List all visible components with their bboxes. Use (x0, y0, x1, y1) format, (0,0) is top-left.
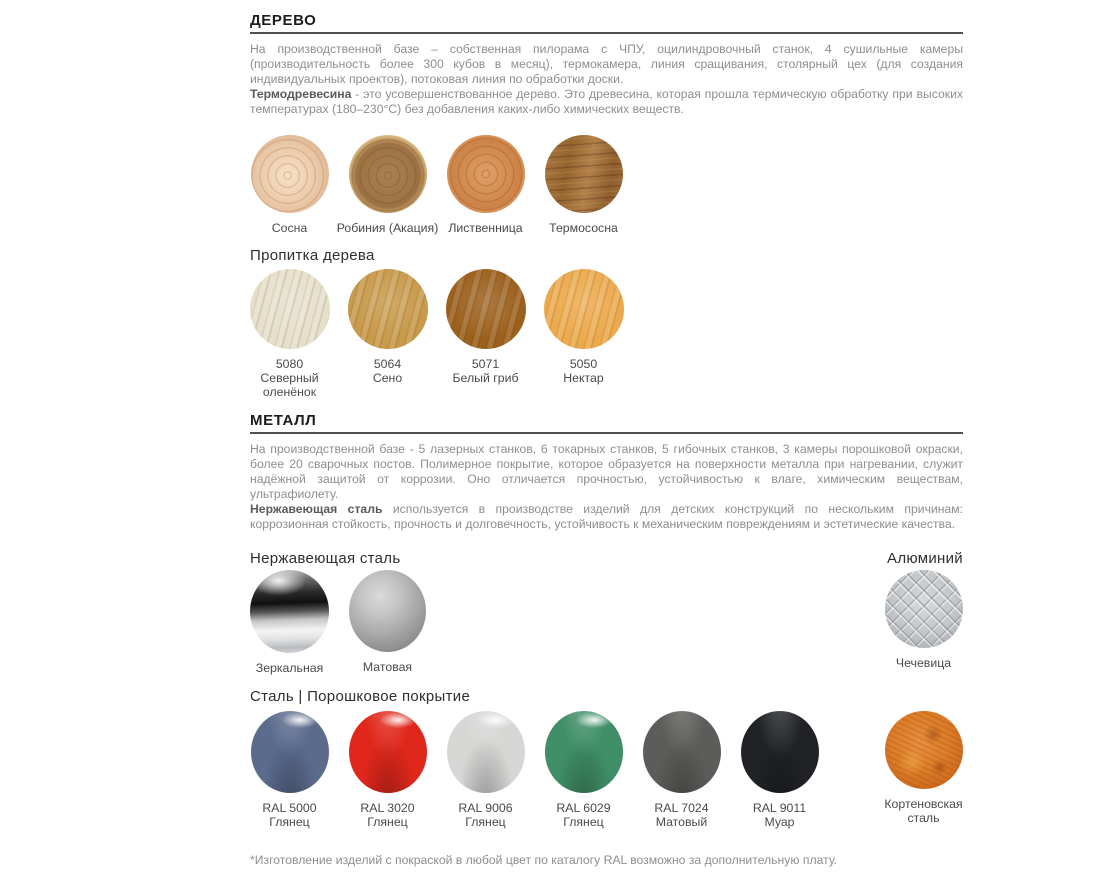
swatch-finish: Глянец (465, 815, 506, 829)
swatch-label: Матовая (362, 660, 413, 674)
swatch-label: Нектар (563, 371, 604, 385)
metal-intro-paragraph (250, 442, 963, 502)
thermopine-wood-image (545, 135, 623, 213)
wood-swatch-thermopine (544, 135, 623, 235)
stainless-swatch-mirror (250, 570, 329, 675)
swatch-code: RAL 5000 (262, 801, 317, 815)
larch-wood-image (447, 135, 525, 213)
swatch-code: RAL 9006 (458, 801, 513, 815)
corten-steel-image (885, 711, 963, 789)
ral-9011-image (741, 711, 819, 793)
swatch-finish: Глянец (367, 815, 408, 829)
pine-wood-image (251, 135, 329, 213)
impregnation-5071-image (446, 269, 526, 349)
stainless-title: Нержавеющая сталь (250, 550, 401, 567)
metal-subheadings-row (250, 551, 963, 566)
swatch-finish: Муар (764, 815, 795, 829)
stainless-term: Нержавеющая сталь (250, 502, 383, 516)
corten-steel-swatch (884, 711, 963, 825)
wood-thermo-paragraph (250, 87, 963, 117)
ral-9006-image (447, 711, 525, 793)
ral-7024-swatch (642, 711, 721, 829)
metal-intro-text: На производственной базе - 5 лазерных станков, 6 токарных станков, 5 гибочных станков, 3 камеры порошковой окраски, более 20 сварочных постов. Полимерное покрытие, которое образуется на поверхности металла при нагревании, служит надёжной защитой от коррозии. Оно отличается прочностью, устойчивостью к влаге, химическим веществам, ультрафиолету. (250, 442, 963, 501)
aluminum-swatch-lentil (884, 570, 963, 670)
ral-9006-swatch (446, 711, 525, 829)
ral-footnote: *Изготовление изделий с покраской в любой цвет по каталогу RAL возможно за дополнительную плату. (250, 853, 838, 867)
swatch-finish: Матовый (655, 815, 708, 829)
ral-5000-image (251, 711, 329, 793)
ral-9011-swatch (740, 711, 819, 829)
metal-section (250, 413, 963, 829)
wood-thermo-term: Термодревесина (250, 87, 352, 101)
swatch-label: Робиния (Акация) (336, 221, 439, 235)
stainless-row (250, 570, 963, 675)
swatch-finish: Глянец (269, 815, 310, 829)
swatch-label: Сосна (271, 221, 308, 235)
wood-swatch-pine (250, 135, 329, 235)
matte-steel-image (349, 570, 426, 652)
metal-section-title: МЕТАЛЛ (250, 413, 963, 434)
impregnation-swatch-5064 (348, 269, 427, 385)
wood-section-title: ДЕРЕВО (250, 13, 963, 34)
wood-swatch-robinia (336, 135, 439, 235)
swatch-label: Зеркальная (255, 661, 324, 675)
stainless-swatch-matte (348, 570, 427, 674)
impregnation-row (250, 269, 963, 399)
wood-thermo-text: - это усовершенствованное дерево. Это древесина, которая прошла термическую обработку при высоких температурах (180–230°C) без добавления каких-либо химических веществ. (250, 87, 963, 116)
wood-species-row (250, 135, 963, 235)
ral-6029-image (545, 711, 623, 793)
diamond-plate-image (885, 570, 963, 648)
robinia-wood-image (349, 135, 427, 213)
swatch-label: Сено (372, 371, 403, 385)
powder-coating-row (250, 711, 963, 829)
wood-intro-text: На производственной базе – собственная пилорама с ЧПУ, оцилиндровочный станок, 4 сушильные камеры (производительность более 300 кубов в месяц), термокамера, линия сращивания, столярный цех (для создания индивидуальных проектов), потоковая линия по обработки доски. (250, 42, 963, 86)
wood-intro-paragraph (250, 42, 963, 87)
swatch-label: Кортеновская сталь (884, 797, 963, 825)
stainless-text: используется в производстве изделий для детских конструкций по нескольким причинам: коррозионная стойкость, прочность и долговечность, устойчивость к механическим повреждениям и эстетические качества. (250, 502, 963, 531)
ral-6029-swatch (544, 711, 623, 829)
aluminum-title: Алюминий (887, 550, 963, 567)
metal-stainless-paragraph (250, 502, 963, 532)
swatch-label: Термососна (549, 221, 618, 235)
impregnation-swatch-5071 (446, 269, 525, 385)
swatch-code: RAL 3020 (360, 801, 415, 815)
ral-3020-swatch (348, 711, 427, 829)
impregnation-5050-image (544, 269, 624, 349)
impregnation-title: Пропитка дерева (250, 247, 375, 264)
swatch-label: Чечевица (895, 656, 952, 670)
swatch-code: RAL 6029 (556, 801, 611, 815)
swatch-label: Лиственница (448, 221, 523, 235)
impregnation-5064-image (348, 269, 428, 349)
mirror-steel-image (250, 570, 329, 653)
swatch-code: RAL 7024 (654, 801, 709, 815)
swatch-label: Белый гриб (452, 371, 519, 385)
wood-section (250, 13, 963, 399)
swatch-code: 5080 (275, 357, 304, 371)
swatch-code: 5064 (373, 357, 402, 371)
swatch-label: Северный оленёнок (260, 371, 319, 399)
powder-coating-title: Сталь | Порошковое покрытие (250, 688, 471, 705)
ral-5000-swatch (250, 711, 329, 829)
impregnation-swatch-5050 (544, 269, 623, 385)
swatch-finish: Глянец (563, 815, 604, 829)
swatch-code: 5050 (569, 357, 598, 371)
ral-7024-image (643, 711, 721, 793)
wood-swatch-larch (446, 135, 525, 235)
ral-3020-image (349, 711, 427, 793)
impregnation-swatch-5080 (250, 269, 329, 399)
swatch-code: 5071 (471, 357, 500, 371)
page-content (250, 13, 963, 868)
swatch-code: RAL 9011 (752, 801, 807, 815)
impregnation-5080-image (250, 269, 330, 349)
